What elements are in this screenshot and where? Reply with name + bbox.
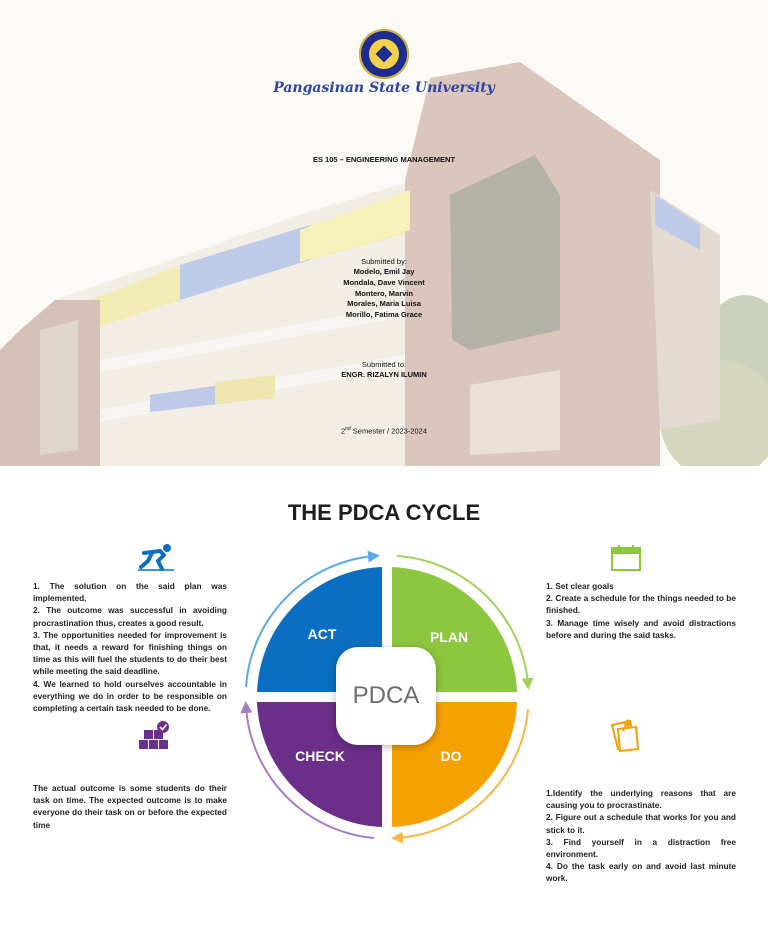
member-name: Morillo, Fatima Grace (345, 310, 423, 320)
do-label: DO (440, 748, 462, 764)
boxes-icon (137, 720, 171, 752)
do-item: 2. Figure out a schedule that works for you and stick to it. (546, 812, 736, 835)
pdca-center-label: PDCA (336, 647, 436, 745)
check-description: The actual outcome is some students do their task on time. The expected outcome is to make everyone do their task on or before the expected time (33, 783, 227, 830)
university-logo (359, 29, 409, 79)
plan-label: PLAN (429, 629, 469, 645)
course-title: ES 105 – ENGINEERING MANAGEMENT (312, 155, 456, 164)
member-list (0, 267, 768, 321)
do-item: 3. Find yourself in a distraction free environment. (546, 836, 736, 860)
plan-item: 1. Set clear goals (546, 581, 614, 591)
member-name: Mondala, Dave Vincent (343, 277, 425, 287)
calendar-icon (610, 544, 642, 572)
member-name: Modelo, Emil Jay (353, 267, 415, 276)
notes-icon (606, 717, 644, 753)
university-name: Pangasinan State University (273, 80, 495, 96)
check-label: CHECK (295, 748, 345, 764)
plan-description (546, 580, 736, 641)
member-name: Montero, Marvin (355, 288, 413, 298)
instructor-name: ENGR. RIZALYN ILUMIN (341, 370, 427, 379)
runner-icon (138, 543, 174, 571)
act-label: ACT (307, 626, 337, 642)
do-item: 1.Identify the underlying reasons that are causing you to procrastinate. (546, 788, 736, 811)
act-item: 4. We learned to hold ourselves accountable in everything we do in order to be responsible on completing a certain task needed to be done. (33, 678, 227, 714)
member-name: Morales, Maria Luisa (347, 299, 421, 309)
submitted-by-label: Submitted by: (361, 257, 407, 266)
pdca-title: THE PDCA CYCLE (287, 500, 481, 525)
do-item: 4. Do the task early on and avoid last minute work. (546, 861, 736, 884)
act-item: 3. The opportunities needed for improvement is that, it needs a reward for finishing things on time as this will fuel the students to do their best while meeting the said deadline. (33, 629, 227, 677)
plan-item: 3. Manage time wisely and avoid distractions before and during the said tasks. (546, 617, 736, 640)
do-description (546, 787, 736, 885)
act-item: 1. The solution on the said plan was implemented. (33, 581, 227, 604)
act-item: 2. The outcome was successful in avoiding procrastination thus, creates a good result. (33, 605, 227, 628)
plan-item: 2. Create a schedule for the things needed to be finished. (546, 593, 736, 616)
submitted-to-label: Submitted to: (361, 360, 407, 369)
act-description (33, 580, 227, 714)
semester-text: 2nd Semester / 2023-2024 (340, 426, 428, 436)
